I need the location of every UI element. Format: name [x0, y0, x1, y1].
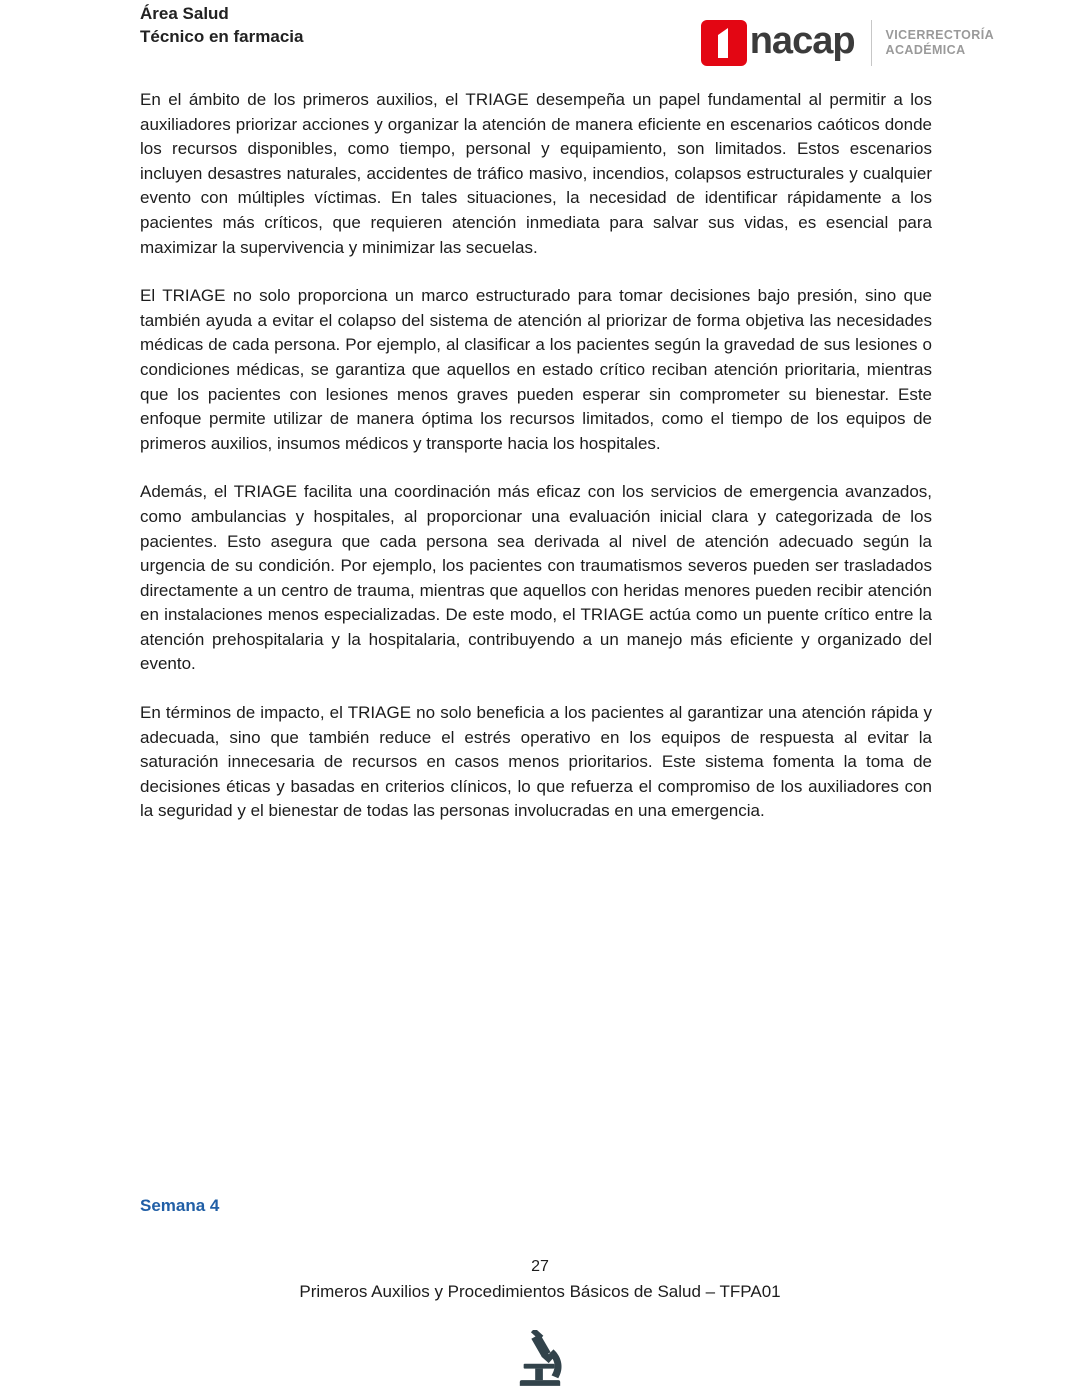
paragraph-2: El TRIAGE no solo proporciona un marco estructurado para tomar decisiones bajo presión, sino que también ayuda a evitar el colapso del sistema de atención al priorizar de forma objetiva las necesidades médicas de cada persona. Por ejemplo, al clasificar a los pacientes según la gravedad de sus lesiones o condiciones médicas, se garantiza que aquellos en estado crítico reciban atención prioritaria, mientras que los pacientes con lesiones menos graves pueden esperar sin comprometer su bienestar. Este enfoque permite utilizar de manera óptima los recursos limitados, como el tiempo de los equipos de primeros auxilios, insumos médicos y transporte hacia los hospitales. — [140, 286, 932, 453]
page-number: 27 — [531, 1258, 549, 1275]
inacap-logo-icon — [701, 20, 747, 66]
footer-icon-wrap — [0, 1330, 1080, 1393]
paragraph-3: Además, el TRIAGE facilita una coordinación más eficaz con los servicios de emergencia avanzados, como ambulancias y hospitales, al proporcionar una evaluación inicial clara y categorizada de los pacientes. Esto asegura que cada persona sea derivada al nivel de atención adecuado según la urgencia de su condición. Por ejemplo, los pacientes con traumatismos severos pueden ser trasladados directamente a un centro de trauma, mientras que aquellos con heridas menores pueden recibir atención en instalaciones menos especializadas. De este modo, el TRIAGE actúa como un puente crítico entre la atención prehospitalaria y la hospitalaria, contribuyendo a un manejo más eficiente y organizado del evento. — [140, 482, 932, 674]
logo-subtitle-line1: VICERRECTORÍA — [885, 28, 994, 42]
logo-subtitle-line2: ACADÉMICA — [885, 43, 966, 57]
week-label: Semana 4 — [140, 1196, 220, 1215]
header-area-block — [140, 2, 303, 48]
area-title: Área Salud — [140, 4, 229, 23]
document-body — [140, 88, 932, 848]
course-title: Primeros Auxilios y Procedimientos Básicos de Salud – TFPA01 — [299, 1282, 781, 1301]
area-subtitle: Técnico en farmacia — [140, 27, 304, 46]
microscope-icon — [515, 1330, 565, 1393]
inacap-logo-text: nacap — [749, 20, 855, 62]
paragraph-1: En el ámbito de los primeros auxilios, el TRIAGE desempeña un papel fundamental al permitir a los auxiliadores priorizar acciones y organizar la atención de manera eficiente en escenarios caóticos donde los recursos disponibles, como tiempo, personal y equipamiento, son limitados. Estos escenarios incluyen desastres naturales, accidentes de tráfico masivo, incendios, colapsos estructurales y cualquier evento con múltiples víctimas. En tales situaciones, la necesidad de identificar rápidamente a los pacientes más críticos, que requieren atención inmediata para salvar sus vidas, es esencial para maximizar la supervivencia y minimizar las secuelas. — [140, 90, 932, 257]
logo-subtitle — [886, 28, 994, 58]
inacap-logo — [701, 20, 994, 66]
paragraph-4: En términos de impacto, el TRIAGE no solo beneficia a los pacientes al garantizar una atención rápida y adecuada, sino que también reduce el estrés operativo en los equipos de respuesta al evitar la saturación innecesaria de recursos en casos menos prioritarios. Este sistema fomenta la toma de decisiones éticas y basadas en criterios clínicos, lo que refuerza el compromiso de los auxiliadores con la seguridad y el bienestar de todas las personas involucradas en una emergencia. — [140, 703, 932, 821]
logo-divider — [871, 20, 872, 66]
